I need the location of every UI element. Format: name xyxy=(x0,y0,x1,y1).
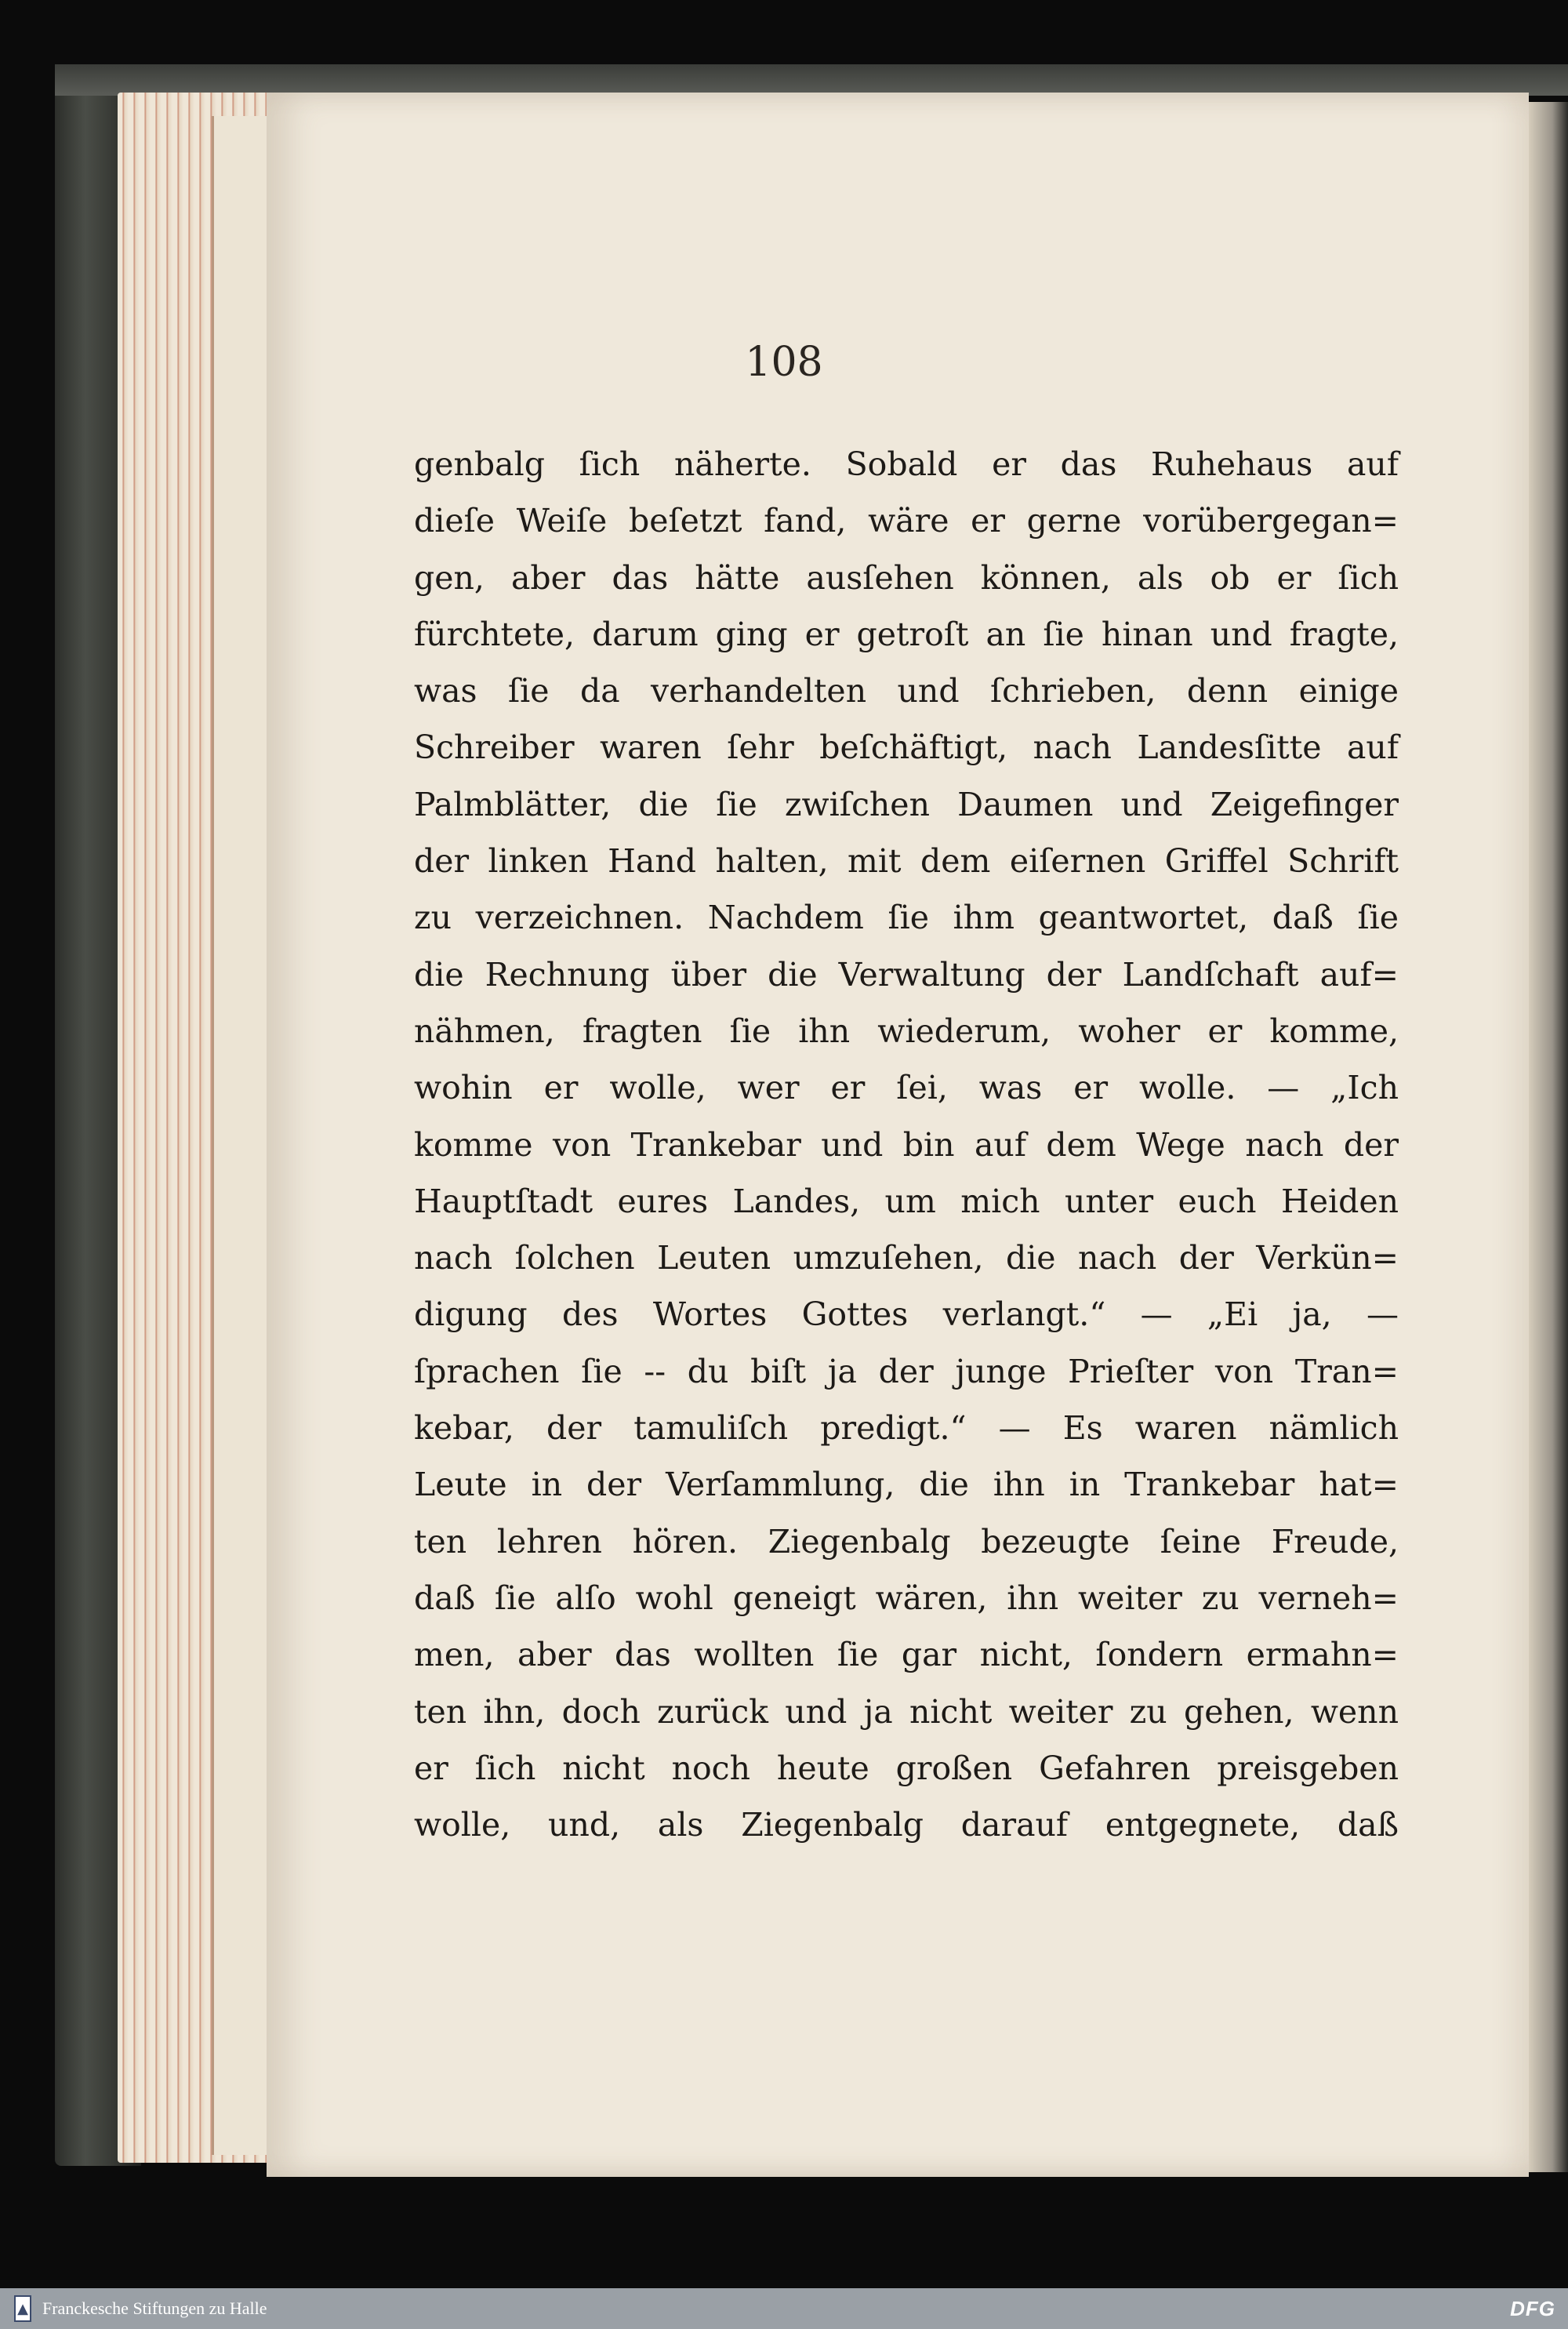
text-line: Hauptſtadt eures Landes, um mich unter euch Heiden xyxy=(414,1182,1399,1220)
text-line: zu verzeichnen. Nachdem ſie ihm geantwortet, daß ſie xyxy=(414,899,1399,937)
page-gutter-right xyxy=(1529,102,1568,2172)
dfg-logo: DFG xyxy=(1510,2296,1555,2320)
text-line: Leute in der Verſammlung, die ihn in Trankebar hat= xyxy=(414,1466,1399,1504)
text-line: digung des Wortes Gottes verlangt.“ — „Ei ja, — xyxy=(414,1295,1399,1334)
page-stack-edges xyxy=(118,93,274,2163)
text-line: Palmblätter, die ſie zwiſchen Daumen und Zeigefinger xyxy=(414,785,1399,823)
text-line: wohin er wolle, wer er ſei, was er wolle. — „Ich xyxy=(414,1069,1399,1107)
text-line: ten lehren hören. Ziegenbalg bezeugte ſeine Freude, xyxy=(414,1522,1399,1561)
text-line: was ſie da verhandelten und ſchrieben, denn einige xyxy=(414,672,1399,710)
text-line: dieſe Weiſe beſetzt fand, wäre er gerne vorübergegan= xyxy=(414,502,1399,540)
viewer-footer-bar xyxy=(0,2288,1568,2329)
page-number: 108 xyxy=(745,339,823,386)
text-line: die Rechnung über die Verwaltung der Landſchaft auf= xyxy=(414,955,1399,994)
text-line: wolle, und, als Ziegenbalg darauf entgegnete, daß xyxy=(414,1806,1399,1844)
text-line: Schreiber waren ſehr beſchäftigt, nach Landesſitte auf xyxy=(414,728,1399,767)
book-cover-top xyxy=(55,64,1568,96)
text-line: genbalg ſich näherte. Sobald er das Ruhehaus auf xyxy=(414,445,1399,483)
text-line: er ſich nicht noch heute großen Gefahren preisgeben xyxy=(414,1749,1399,1787)
text-line: der linken Hand halten, mit dem eiſernen Griffel Schrift xyxy=(414,842,1399,881)
text-line: kebar, der tamuliſch predigt.“ — Es waren nämlich xyxy=(414,1409,1399,1448)
text-line: nach ſolchen Leuten umzuſehen, die nach der Verkün= xyxy=(414,1239,1399,1277)
francke-foundation-logo-icon: ▲ xyxy=(14,2295,31,2322)
text-line: fürchtete, darum ging er getroſt an ſie hinan und fragte, xyxy=(414,615,1399,653)
text-line: gen, aber das hätte ausſehen können, als ob er ſich xyxy=(414,558,1399,597)
text-line: ſprachen ſie -- du biſt ja der junge Prieſter von Tran= xyxy=(414,1352,1399,1390)
text-line: nähmen, fragten ſie ihn wiederum, woher er komme, xyxy=(414,1012,1399,1050)
institution-label: Franckesche Stiftungen zu Halle xyxy=(42,2298,267,2318)
page-body-text xyxy=(414,436,1399,1853)
text-line: daß ſie alſo wohl geneigt wären, ihn weiter zu verneh= xyxy=(414,1579,1399,1617)
text-line: men, aber das wollten ſie gar nicht, ſondern ermahn= xyxy=(414,1636,1399,1674)
text-line: ten ihn, doch zurück und ja nicht weiter zu gehen, wenn xyxy=(414,1692,1399,1731)
text-line: komme von Trankebar und bin auf dem Wege nach der xyxy=(414,1125,1399,1164)
